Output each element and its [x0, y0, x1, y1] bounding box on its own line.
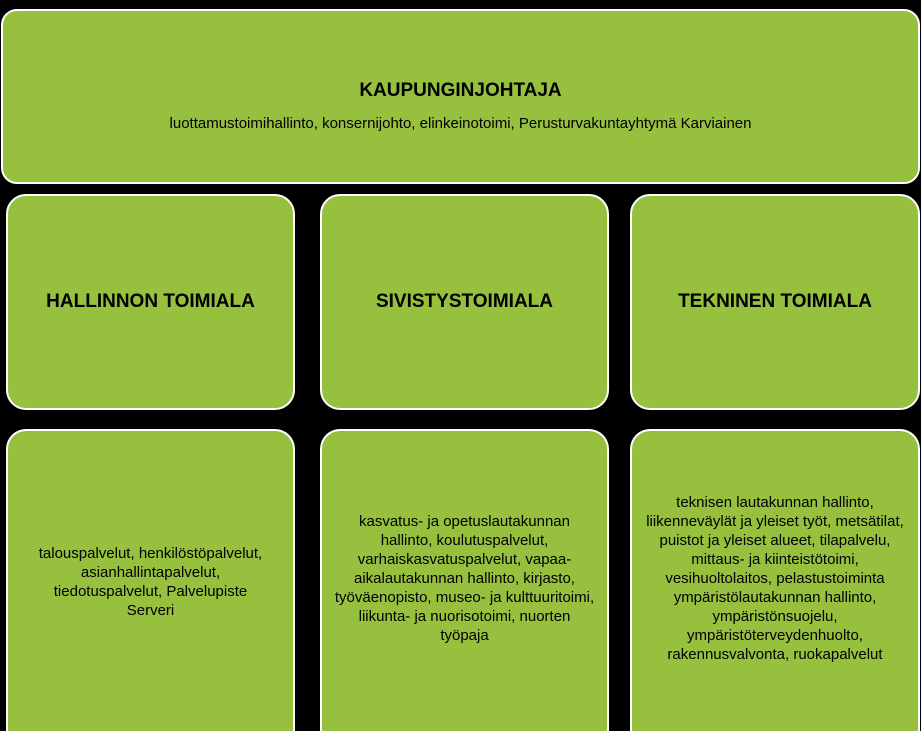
department-box-hallinnon [6, 194, 295, 410]
department-box-sivistys [320, 194, 609, 410]
department-services-box-sivistys [320, 429, 609, 731]
top-box-title: KAUPUNGINJOHTAJA [359, 79, 562, 101]
department-title: SIVISTYSTOIMIALA [375, 291, 553, 312]
top-box-kaupunginjohtaja [1, 9, 920, 184]
department-services-box-tekninen [630, 429, 920, 731]
department-services-text: kasvatus- ja opetuslautakunnan hallinto, koulutuspalvelut, varhaiskasvatuspalvelut, vapaa-aikalautakunnan hallinto, kirjasto, työväenopisto, museo- ja kulttuuritoimi, liikunta- ja nuorisotoimi, nuorten työpaja [334, 512, 595, 644]
department-services-box-hallinnon [6, 429, 295, 731]
department-box-tekninen [630, 194, 920, 410]
department-title: HALLINNON TOIMIALA [46, 291, 255, 312]
department-services-text: teknisen lautakunnan hallinto, liikenneväylät ja yleiset työt, metsätilat, puistot ja yleiset alueet, tilapalvelu, mittaus- ja kiinteistötoimi, vesihuoltolaitos, pelastustoiminta ympäristölautakunnan hallinto, ympäristönsuojelu, ympäristöterveydenhuolto, rakennusvalvonta, ruokapalvelut [646, 493, 904, 663]
department-title: TEKNINEN TOIMIALA [678, 291, 872, 312]
department-services-text: talouspalvelut, henkilöstöpalvelut, asianhallintapalvelut, tiedotuspalvelut, Palvelupiste Serveri [38, 545, 263, 619]
top-box-subtitle: luottamustoimihallinto, konsernijohto, elinkeinotoimi, Perusturvakuntayhtymä Karviainen [169, 114, 752, 132]
